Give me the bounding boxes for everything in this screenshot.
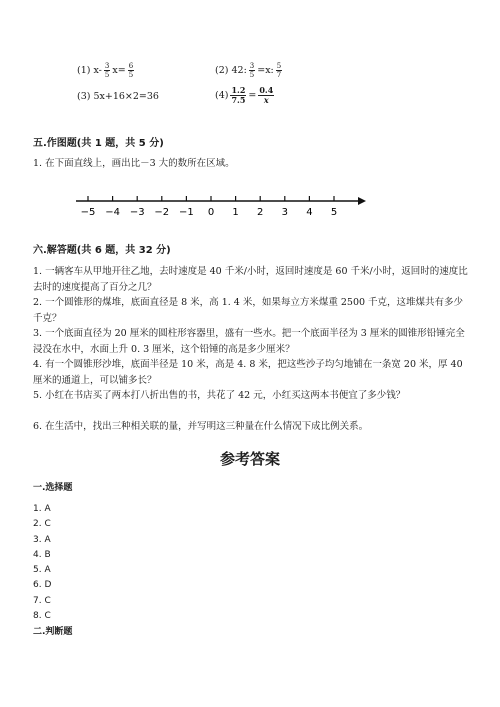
section-title: 五.作图题(共 1 题，共 5 分) — [33, 138, 164, 149]
answer-item: 8. C — [33, 611, 51, 622]
section-title: 六.解答题(共 6 题，共 32 分) — [33, 245, 171, 256]
fraction-denominator: 7.5 — [231, 95, 246, 105]
number-line-label: −1 — [179, 207, 194, 218]
fraction-numerator: 0.4 — [259, 85, 274, 95]
fraction — [230, 86, 246, 105]
answer-item: 6. D — [33, 580, 52, 591]
answers-title: 参考答案 — [219, 450, 280, 468]
answer-item: 7. C — [33, 595, 51, 606]
fraction — [249, 62, 255, 79]
fraction-denominator: x — [263, 95, 269, 105]
answer-item: 1. A — [33, 504, 51, 514]
equation-2-middle: =x: — [257, 65, 274, 76]
fraction — [128, 62, 134, 79]
fraction-numerator: 3 — [249, 62, 255, 70]
question-text: 2. 一个圆锥形的煤堆，底面直径是 8 米，高 1. 4 米，如果每立方米煤重 2500 千克，这堆煤共有多少千克？ — [33, 297, 464, 324]
fraction-denominator: 5 — [128, 71, 134, 79]
equation-2-prefix: (2) 42: — [215, 65, 247, 76]
question-text: 4. 有一个圆锥形沙堆，底面半径是 10 米，高是 4. 8 米，把这些沙子均匀地铺在一条宽 20 米，厚 40 厘米的通道上，可以铺多长？ — [33, 359, 463, 386]
answer-list — [33, 502, 51, 624]
answer-item: 3. A — [33, 534, 51, 545]
question-text: 6. 在生活中，找出三种相关联的量，并写明这三种量在什么情况下成比例关系。 — [33, 421, 369, 432]
equation-1-middle: x= — [112, 65, 126, 76]
equation-4-middle: = — [248, 90, 257, 101]
equation-1-prefix: (1) x- — [77, 65, 102, 76]
number-line-ticks — [81, 196, 338, 218]
question-text: 1. 一辆客车从甲地开往乙地，去时速度是 40 千米/小时，返回时速度是 60 千米/小时，返回时的速度比去时的速度提高了百分之几？ — [33, 266, 468, 293]
number-line-label: −4 — [105, 207, 120, 218]
arrow-right-icon — [358, 197, 366, 205]
equation-3 — [77, 91, 159, 102]
number-line-label: −2 — [154, 207, 170, 218]
number-line-label: 3 — [281, 207, 288, 218]
fraction-numerator: 5 — [276, 62, 282, 70]
equation-2 — [215, 62, 284, 79]
question-text: 1. 在下面直线上，画出比－3 大的数所在区域。 — [33, 158, 235, 169]
fraction — [276, 62, 282, 79]
number-line-label: −5 — [80, 207, 96, 218]
answer-item: 5. A — [33, 565, 51, 576]
fraction — [104, 62, 110, 79]
equation-4-prefix: (4) — [215, 90, 229, 101]
number-line-label: −3 — [129, 207, 145, 218]
equation-1 — [77, 62, 136, 79]
fraction-denominator: 7 — [276, 71, 282, 79]
number-line-label: 0 — [207, 207, 215, 218]
number-line-label: 1 — [232, 207, 239, 218]
answer-item: 4. B — [33, 549, 51, 560]
section-title: 二.判断题 — [33, 627, 73, 637]
answer-item: 2. C — [33, 519, 51, 530]
fraction-numerator: 1.2 — [231, 85, 246, 95]
equation-3-text: (3) 5x+16×2=36 — [77, 91, 159, 102]
number-line-label: 4 — [306, 207, 313, 218]
section-title: 一.选择题 — [33, 483, 73, 493]
equation-4 — [215, 86, 276, 105]
fraction-denominator: 5 — [104, 71, 110, 79]
question-text: 3. 一个底面直径为 20 厘米的圆柱形容器里，盛有一些水。把一个底面半径为 3 厘米的圆锥形铅锤完全浸没在水中，水面上升 0. 3 厘米，这个铅锤的高是多少厘米？ — [33, 328, 465, 355]
number-line-label: 2 — [257, 207, 264, 218]
question-text: 5. 小红在书店买了两本打八折出售的书，共花了 42 元，小红买这两本书便宜了多少钱？ — [33, 390, 406, 401]
number-line-label: 5 — [330, 207, 338, 218]
fraction-numerator: 3 — [104, 62, 110, 70]
fraction-numerator: 6 — [128, 62, 134, 70]
fraction — [258, 86, 274, 105]
fraction-denominator: 5 — [249, 71, 255, 79]
number-line[interactable] — [70, 190, 370, 220]
